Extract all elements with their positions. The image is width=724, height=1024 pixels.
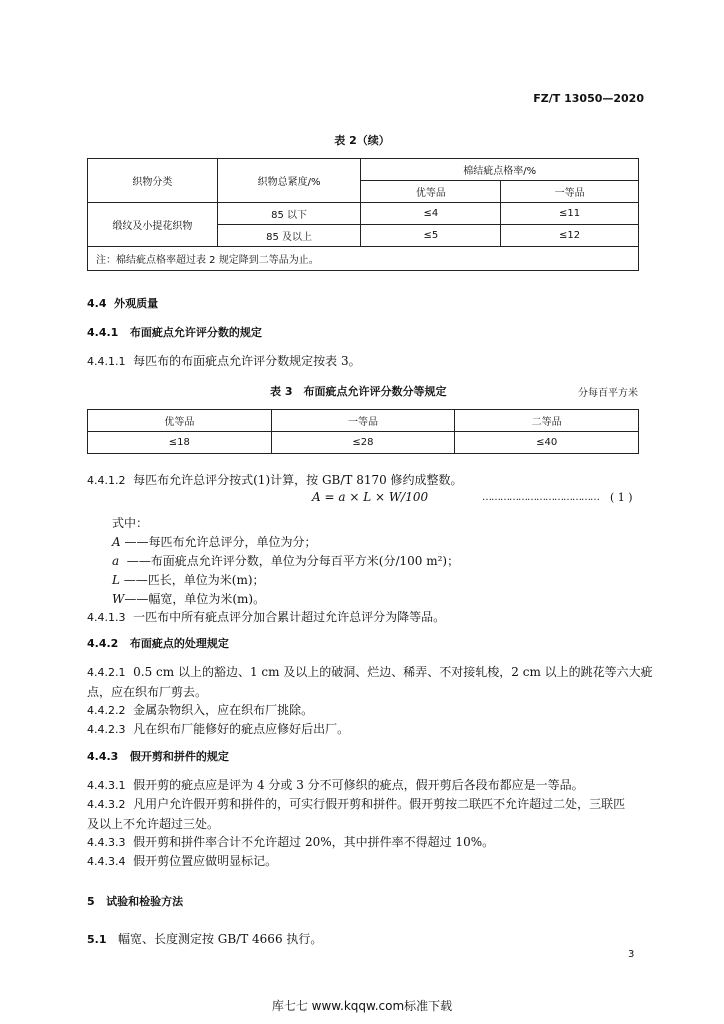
table2-cell: ≤11 [501, 203, 639, 225]
table2-header-density: 织物总紧度/% [217, 159, 361, 203]
table2-cell: 85 以下 [217, 203, 361, 225]
where-symbol: L [112, 573, 120, 587]
clause-text: 每匹布允许总评分按式(1)计算，按 GB/T 8170 修约成整数。 [133, 473, 463, 487]
where-desc: ——每匹布允许总评分，单位为分； [124, 535, 317, 549]
table3-cell: ≤28 [271, 432, 455, 454]
section-4-4-1 [87, 324, 262, 340]
clause-text: 一匹布中所有疵点评分加合累计超过允许总评分为降等品。 [133, 610, 446, 624]
clause-number: 4.4.3.1 [87, 779, 126, 792]
table2-header-second: 一等品 [501, 181, 639, 203]
where-desc: ——布面疵点允许评分数，单位为分每百平方米(分/100 m²)； [126, 554, 460, 568]
section-title: 布面疵点的处理规定 [129, 637, 229, 650]
clause-number: 4.4.2.3 [87, 723, 126, 736]
table3-header: 一等品 [271, 410, 455, 432]
clause-number: 4.4.1.3 [87, 611, 126, 624]
where-item [112, 590, 265, 607]
where-desc: ——幅宽，单位为米(m)。 [124, 592, 266, 606]
clause-number: 5.1 [87, 933, 107, 946]
clause-4-4-1-1 [87, 352, 361, 369]
clause-number: 4.4.3.3 [87, 836, 126, 849]
table2-header-rate: 棉结疵点格率/% [361, 159, 639, 181]
clause-text: 每匹布的布面疵点允许评分数规定按表 3。 [133, 354, 361, 368]
clause-text: 假开剪的疵点应是评为 4 分或 3 分不可修织的疵点，假开剪后各段布都应是一等品。 [133, 778, 584, 792]
clause-4-4-3-2 [87, 795, 625, 812]
table2 [87, 158, 639, 271]
section-4-4-3 [87, 748, 229, 764]
clause-number: 4.4.1.2 [87, 474, 126, 487]
standard-code: FZ/T 13050—2020 [533, 92, 644, 105]
clause-4-4-2-2 [87, 701, 313, 718]
formula-leader: ………………………………… [482, 492, 599, 503]
table3 [87, 409, 639, 454]
clause-text: 金属杂物织入，应在织布厂挑除。 [133, 703, 314, 717]
table3-header: 二等品 [455, 410, 639, 432]
where-symbol: a [112, 554, 120, 568]
table2-cell: ≤5 [361, 225, 501, 247]
table3-cell: ≤18 [88, 432, 272, 454]
formula-expression: A = a × L × W/100 [312, 490, 429, 504]
table2-cell: ≤12 [501, 225, 639, 247]
clause-number: 4.4.2.2 [87, 704, 126, 717]
clause-5-1 [87, 930, 322, 947]
table2-header-category: 织物分类 [88, 159, 218, 203]
clause-4-4-2-1-continued: 点，应在织布厂剪去。 [87, 685, 208, 699]
footer-watermark: 库七七 www.kqqw.com标准下载 [271, 999, 453, 1013]
clause-4-4-3-4 [87, 852, 277, 869]
table3-title: 表 3 布面疵点允许评分数分等规定 [270, 385, 447, 398]
where-item [112, 571, 265, 588]
clause-4-4-2-3 [87, 720, 349, 737]
clause-4-4-3-2-continued: 及以上不允许超过三处。 [87, 817, 220, 831]
clause-4-4-3-1 [87, 776, 584, 793]
formula-number: ( 1 ) [610, 491, 633, 504]
clause-4-4-2-1 [87, 663, 653, 680]
section-title: 外观质量 [114, 297, 159, 310]
section-number: 4.4.1 [87, 326, 119, 339]
table3-unit: 分每百平方米 [578, 388, 638, 399]
clause-4-4-1-2 [87, 471, 463, 488]
page-number: 3 [628, 949, 635, 960]
where-item [112, 552, 459, 569]
table2-row-category: 缎纹及小提花织物 [88, 203, 218, 247]
section-4-4 [87, 295, 158, 311]
clause-text: 幅宽、长度测定按 GB/T 4666 执行。 [117, 932, 323, 946]
table2-title: 表 2（续） [334, 134, 390, 147]
section-number: 4.4 [87, 297, 107, 310]
clause-4-4-1-3 [87, 608, 445, 625]
table2-note: 注：棉结疵点格率超过表 2 规定降到二等品为止。 [88, 247, 639, 271]
clause-number: 4.4.2.1 [87, 666, 126, 679]
section-title: 假开剪和拼件的规定 [129, 750, 229, 763]
where-intro: 式中： [112, 516, 149, 530]
table3-header: 优等品 [88, 410, 272, 432]
where-symbol: A [112, 535, 121, 549]
table2-cell: 85 及以上 [217, 225, 361, 247]
clause-number: 4.4.3.4 [87, 855, 126, 868]
clause-text: 假开剪和拼件率合计不允许超过 20%，其中拼件率不得超过 10%。 [133, 835, 495, 849]
clause-text: 0.5 cm 以上的豁边、1 cm 及以上的破洞、烂边、稀弄、不对接轧梭，2 cm 以上的跳花等六大疵 [133, 665, 653, 679]
table2-header-first: 优等品 [361, 181, 501, 203]
section-title: 试验和检验方法 [106, 895, 184, 908]
clause-number: 4.4.1.1 [87, 355, 126, 368]
section-number: 4.4.2 [87, 637, 119, 650]
section-4-4-2 [87, 635, 229, 651]
where-symbol: W [112, 592, 125, 606]
where-item [112, 533, 317, 550]
table2-cell: ≤4 [361, 203, 501, 225]
section-number: 4.4.3 [87, 750, 119, 763]
section-number: 5 [87, 895, 95, 908]
where-desc: ——匹长，单位为米(m)； [123, 573, 265, 587]
section-title: 布面疵点允许评分数的规定 [129, 326, 262, 339]
clause-text: 假开剪位置应做明显标记。 [133, 854, 278, 868]
clause-number: 4.4.3.2 [87, 798, 126, 811]
section-5 [87, 893, 183, 909]
clause-4-4-3-3 [87, 833, 494, 850]
table3-cell: ≤40 [455, 432, 639, 454]
clause-text: 凡用户允许假开剪和拼件的，可实行假开剪和拼件。假开剪按二联匹不允许超过二处，三联匹 [133, 797, 626, 811]
clause-text: 凡在织布厂能修好的疵点应修好后出厂。 [133, 722, 350, 736]
